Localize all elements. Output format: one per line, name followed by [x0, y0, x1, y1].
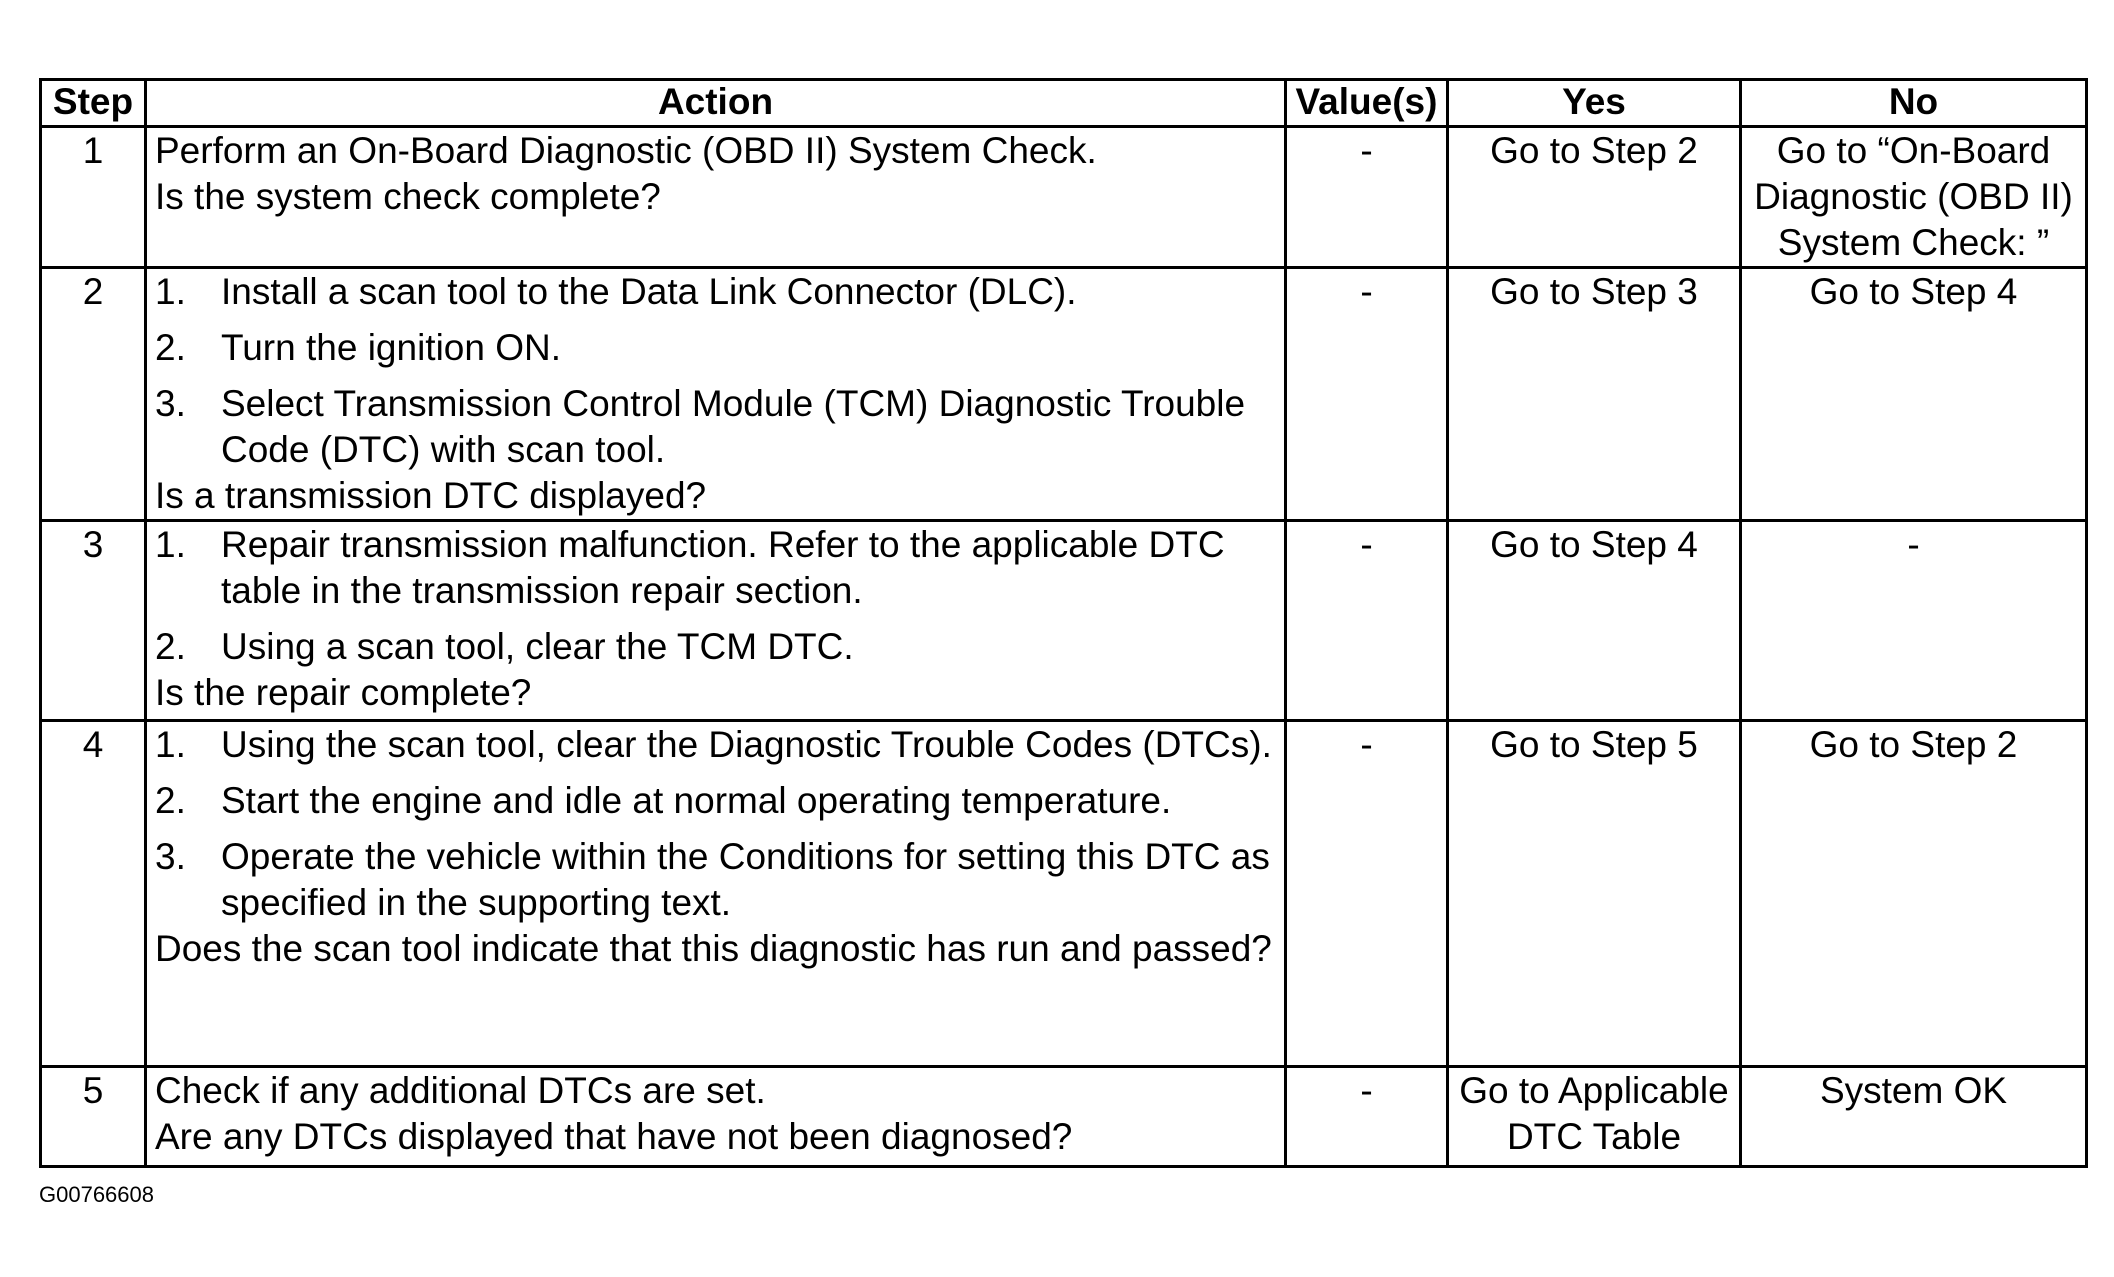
- no-cell: -: [1741, 521, 2087, 721]
- value-cell: -: [1286, 127, 1448, 268]
- action-item-text: Turn the ignition ON.: [221, 327, 562, 368]
- no-cell: Go to Step 4: [1741, 268, 2087, 521]
- action-item: [155, 381, 1280, 473]
- action-item-text: Repair transmission malfunction. Refer to the applicable DTC table in the transmission repair section.: [221, 524, 1225, 611]
- value-cell: -: [1286, 721, 1448, 1067]
- header-step: Step: [41, 80, 146, 127]
- yes-cell: Go to Step 4: [1448, 521, 1741, 721]
- figure-id: G00766608: [39, 1182, 154, 1207]
- yes-cell: Go to Applicable DTC Table: [1448, 1067, 1741, 1167]
- action-item-text: Operate the vehicle within the Conditions for setting this DTC as specified in the supporting text.: [221, 836, 1270, 923]
- yes-cell: Go to Step 5: [1448, 721, 1741, 1067]
- action-cell: [146, 127, 1286, 268]
- yes-cell: Go to Step 2: [1448, 127, 1741, 268]
- action-question: Is a transmission DTC displayed?: [155, 475, 707, 516]
- action-item: [155, 778, 1280, 824]
- action-item-text: Using a scan tool, clear the TCM DTC.: [221, 626, 854, 667]
- table-row: [41, 268, 2087, 521]
- step-cell: 1: [41, 127, 146, 268]
- step-cell: 3: [41, 521, 146, 721]
- value-cell: -: [1286, 268, 1448, 521]
- table-header-row: [41, 80, 2087, 127]
- diagnostic-table: [39, 78, 2088, 1168]
- action-item: [155, 834, 1280, 926]
- action-line: Is the system check complete?: [155, 176, 661, 217]
- action-item-number: 1.: [155, 724, 186, 765]
- yes-cell: Go to Step 3: [1448, 268, 1741, 521]
- action-item-number: 1.: [155, 524, 186, 565]
- no-cell: Go to “On-Board Diagnostic (OBD II) System Check: ”: [1741, 127, 2087, 268]
- step-cell: 2: [41, 268, 146, 521]
- action-item: [155, 624, 1280, 670]
- action-question: Is the repair complete?: [155, 672, 532, 713]
- action-question: Does the scan tool indicate that this diagnostic has run and passed?: [155, 928, 1272, 969]
- action-item: [155, 522, 1280, 614]
- action-cell: [146, 268, 1286, 521]
- action-item: [155, 325, 1280, 371]
- action-item-text: Select Transmission Control Module (TCM) Diagnostic Trouble Code (DTC) with scan tool.: [221, 383, 1246, 470]
- action-item-number: 2.: [155, 626, 186, 667]
- value-cell: -: [1286, 521, 1448, 721]
- no-cell: System OK: [1741, 1067, 2087, 1167]
- action-item: [155, 722, 1280, 768]
- action-item-text: Install a scan tool to the Data Link Connector (DLC).: [221, 271, 1077, 312]
- step-cell: 4: [41, 721, 146, 1067]
- action-line: Perform an On-Board Diagnostic (OBD II) System Check.: [155, 130, 1097, 171]
- action-list: [155, 522, 1280, 670]
- action-item-text: Using the scan tool, clear the Diagnostic Trouble Codes (DTCs).: [221, 724, 1272, 765]
- no-cell: Go to Step 2: [1741, 721, 2087, 1067]
- action-item-number: 1.: [155, 271, 186, 312]
- header-no: No: [1741, 80, 2087, 127]
- value-cell: -: [1286, 1067, 1448, 1167]
- action-cell: [146, 1067, 1286, 1167]
- action-list: [155, 722, 1280, 926]
- action-item-number: 2.: [155, 780, 186, 821]
- table-row: [41, 1067, 2087, 1167]
- action-item: [155, 269, 1280, 315]
- action-item-number: 3.: [155, 836, 186, 877]
- action-cell: [146, 721, 1286, 1067]
- table-row: [41, 521, 2087, 721]
- header-action: Action: [146, 80, 1286, 127]
- action-line: Are any DTCs displayed that have not been diagnosed?: [155, 1116, 1073, 1157]
- header-yes: Yes: [1448, 80, 1741, 127]
- action-item-number: 2.: [155, 327, 186, 368]
- action-cell: [146, 521, 1286, 721]
- table-body: [41, 127, 2087, 1167]
- table-row: [41, 127, 2087, 268]
- table-row: [41, 721, 2087, 1067]
- step-cell: 5: [41, 1067, 146, 1167]
- action-line: Check if any additional DTCs are set.: [155, 1070, 766, 1111]
- action-list: [155, 269, 1280, 473]
- action-item-number: 3.: [155, 383, 186, 424]
- header-values: Value(s): [1286, 80, 1448, 127]
- action-item-text: Start the engine and idle at normal operating temperature.: [221, 780, 1172, 821]
